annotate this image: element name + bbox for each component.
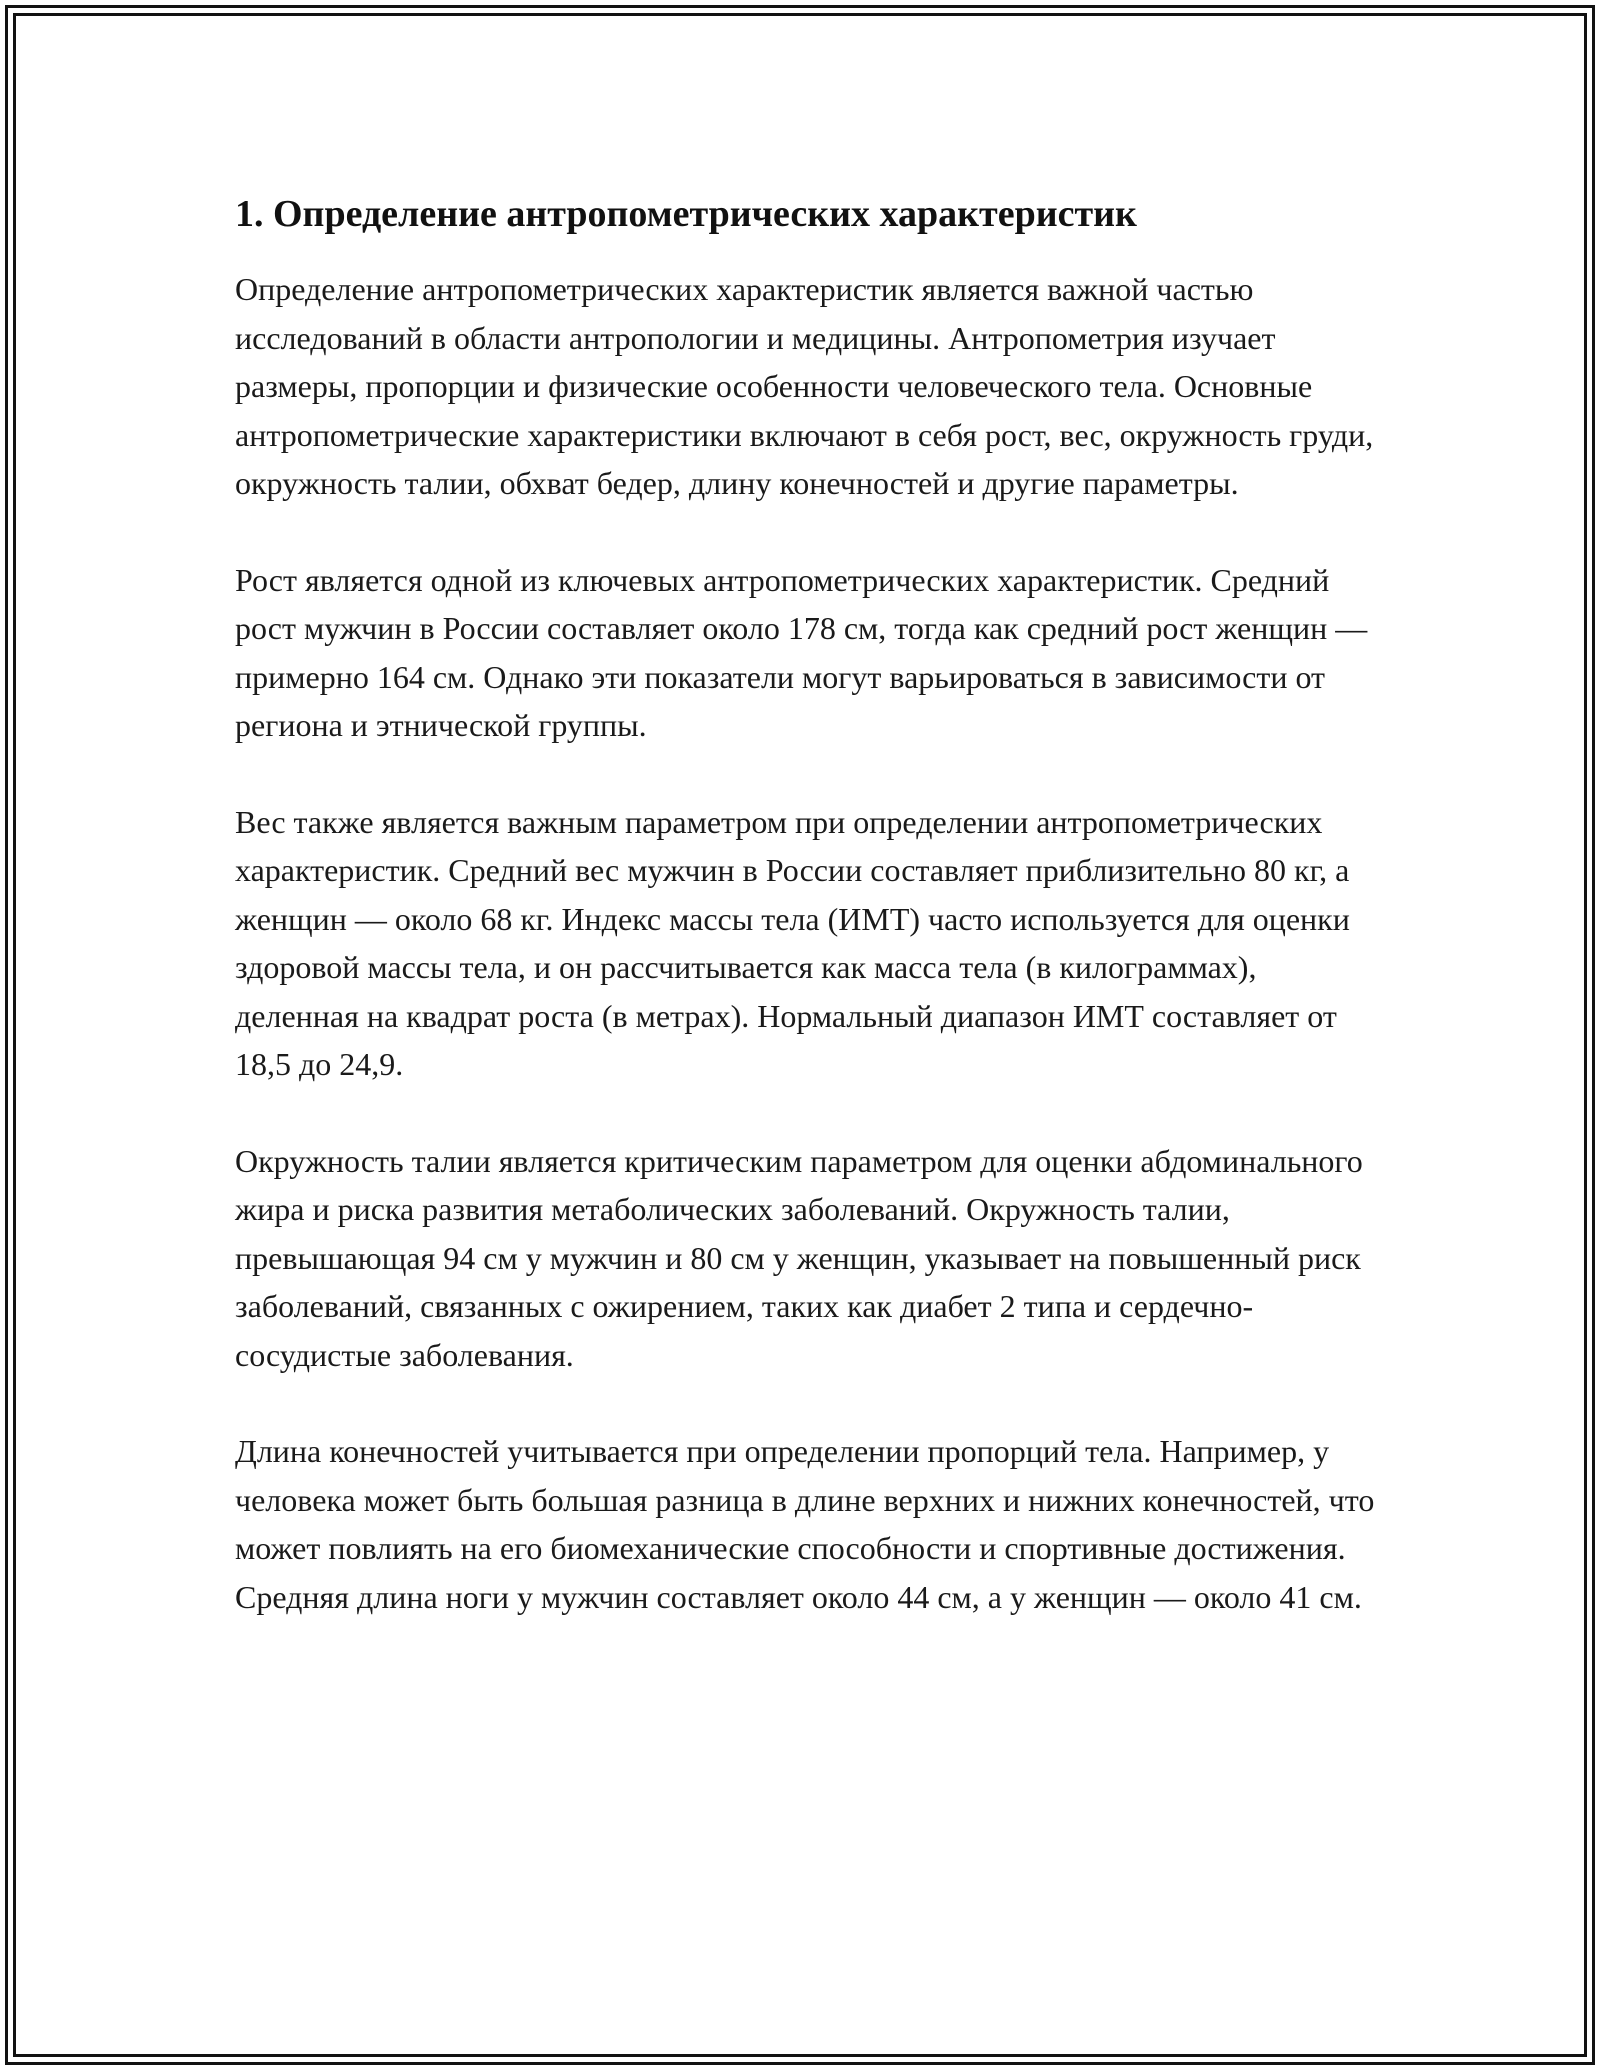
document-body — [235, 185, 1375, 1669]
section-heading: 1. Определение антропометрических характеристик — [235, 193, 1137, 235]
paragraph-limbs: Длина конечностей учитывается при определении пропорций тела. Например, у человека может быть большая разница в длине верхних и нижних конечностей, что может повлиять на его биомеханические способности и спортивные достижения. Средняя длина ноги у мужчин составляет около 44 см, а у женщин — около 41 см. — [235, 1433, 1375, 1615]
paragraph-weight: Вес также является важным параметром при определении антропометрических характеристик. Средний вес мужчин в России составляет приблизительно 80 кг, а женщин — около 68 кг. Индекс массы тела (ИМТ) часто используется для оценки здоровой массы тела, и он рассчитывается как масса тела (в килограммах), деленная на квадрат роста (в метрах). Нормальный диапазон ИМТ составляет от 18,5 до 24,9. — [235, 803, 1350, 1082]
paragraph-height: Рост является одной из ключевых антропометрических характеристик. Средний рост мужчин в России составляет около 178 см, тогда как средний рост женщин — примерно 164 см. Однако эти показатели могут варьироваться в зависимости от региона и этнической группы. — [235, 561, 1368, 743]
paragraph-waist: Окружность талии является критическим параметром для оценки абдоминального жира и риска развития метаболических заболеваний. Окружность талии, превышающая 94 см у мужчин и 80 см у женщин, указывает на повышенный риск заболеваний, связанных с ожирением, таких как диабет 2 типа и сердечно-сосудистые заболевания. — [235, 1142, 1363, 1373]
paragraph-intro: Определение антропометрических характеристик является важной частью исследований в области антропологии и медицины. Антропометрия изучает размеры, пропорции и физические особенности человеческого тела. Основные антропометрические характеристики включают в себя рост, вес, окружность груди, окружность талии, обхват бедер, длину конечностей и другие параметры. — [235, 271, 1374, 501]
